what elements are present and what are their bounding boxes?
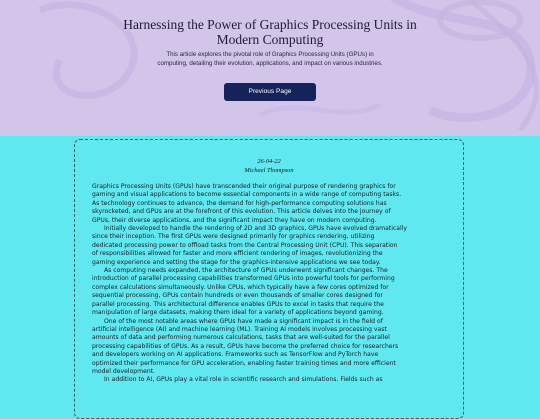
page-title — [0, 17, 540, 47]
article-line: As technology continues to advance, the demand for high-performance computing solutions has — [92, 199, 387, 207]
page-title-line-2: Modern Computing — [216, 32, 324, 47]
page-title-line-1: Harnessing the Power of Graphics Processing Units in — [123, 17, 417, 32]
article-paragraph — [92, 183, 450, 225]
article-line: since their inception. The first GPUs were designed primarily for graphics rendering, utilizing — [92, 233, 375, 241]
article-paragraph — [92, 267, 450, 317]
page-subtitle — [130, 50, 410, 68]
article-line: As computing needs expanded, the architecture of GPUs underwent significant changes. The — [104, 267, 388, 275]
page-subtitle-line-2: computing, detailing their evolution, applications, and impact on various industries. — [157, 60, 383, 67]
article-line: gaming experience and setting the stage for the graphics-intensive applications we see today. — [92, 258, 381, 266]
article-line: In addition to AI, GPUs play a vital role in scientific research and simulations. Fields such as — [104, 376, 383, 384]
article-line: and developers working on AI applications. Frameworks such as TensorFlow and PyTorch have — [92, 351, 379, 359]
article-line: manipulation of large datasets, making them ideal for a variety of applications beyond gaming. — [92, 309, 384, 317]
article-line: model development. — [92, 367, 156, 375]
article-line: Initially developed to handle the rendering of 2D and 3D graphics, GPUs have evolved dramatically — [104, 225, 407, 233]
previous-page-button[interactable]: Previous Page — [224, 83, 316, 101]
article-paragraph — [92, 225, 450, 267]
article-paragraph — [92, 318, 450, 377]
article-line: introduction of parallel processing capabilities transformed GPUs into powerful tools for performing — [92, 275, 395, 283]
article-line: processing capabilities of GPUs. As a result, GPUs have become the preferred choice for researchers — [92, 342, 399, 350]
article-meta — [74, 157, 464, 175]
article-line: dedicated processing power to offload tasks from the Central Processing Unit (CPU). This separation — [92, 241, 398, 249]
article-line: GPUs, their diverse applications, and the significant impact they have on modern computing. — [92, 216, 377, 224]
article-line: complex calculations simultaneously. Unlike CPUs, which typically have a few cores optimized for — [92, 283, 389, 291]
article-line: skyrocketed, and GPUs are at the forefront of this evolution. This article delves into the journey of — [92, 208, 391, 216]
article-date: 26-04-22 — [257, 158, 281, 165]
article-line: One of the most notable areas where GPUs have made a significant impact is in the field of — [104, 317, 383, 325]
hero-banner — [0, 0, 540, 136]
article-line: optimized their performance for GPU acceleration, enabling faster training times and more efficient — [92, 359, 396, 367]
article-line: sequential processing, GPUs contain hundreds or even thousands of smaller cores designed for — [92, 292, 383, 300]
article-author: Michael Thompson — [244, 167, 294, 174]
article-line: Graphics Processing Units (GPUs) have transcended their original purpose of rendering graphics for — [92, 183, 396, 190]
article-line: artificial intelligence (AI) and machine learning (ML). Training AI models involves processing vast — [92, 325, 387, 333]
article-line: gaming and visual applications to become essential components in a wide range of computing tasks. — [92, 191, 402, 199]
article-body — [92, 183, 450, 385]
article-line: parallel processing. This architectural difference enables GPUs to excel in tasks that require the — [92, 300, 384, 308]
article-line: amounts of data and performing numerous calculations, tasks that are well-suited for the parallel — [92, 334, 390, 342]
article-line: of responsibilities allowed for faster and more efficient rendering of images, revolutionizing the — [92, 250, 383, 258]
article-paragraph — [92, 376, 450, 384]
page-subtitle-line-1: This article explores the pivotal role of Graphics Processing Units (GPUs) in — [166, 51, 374, 58]
